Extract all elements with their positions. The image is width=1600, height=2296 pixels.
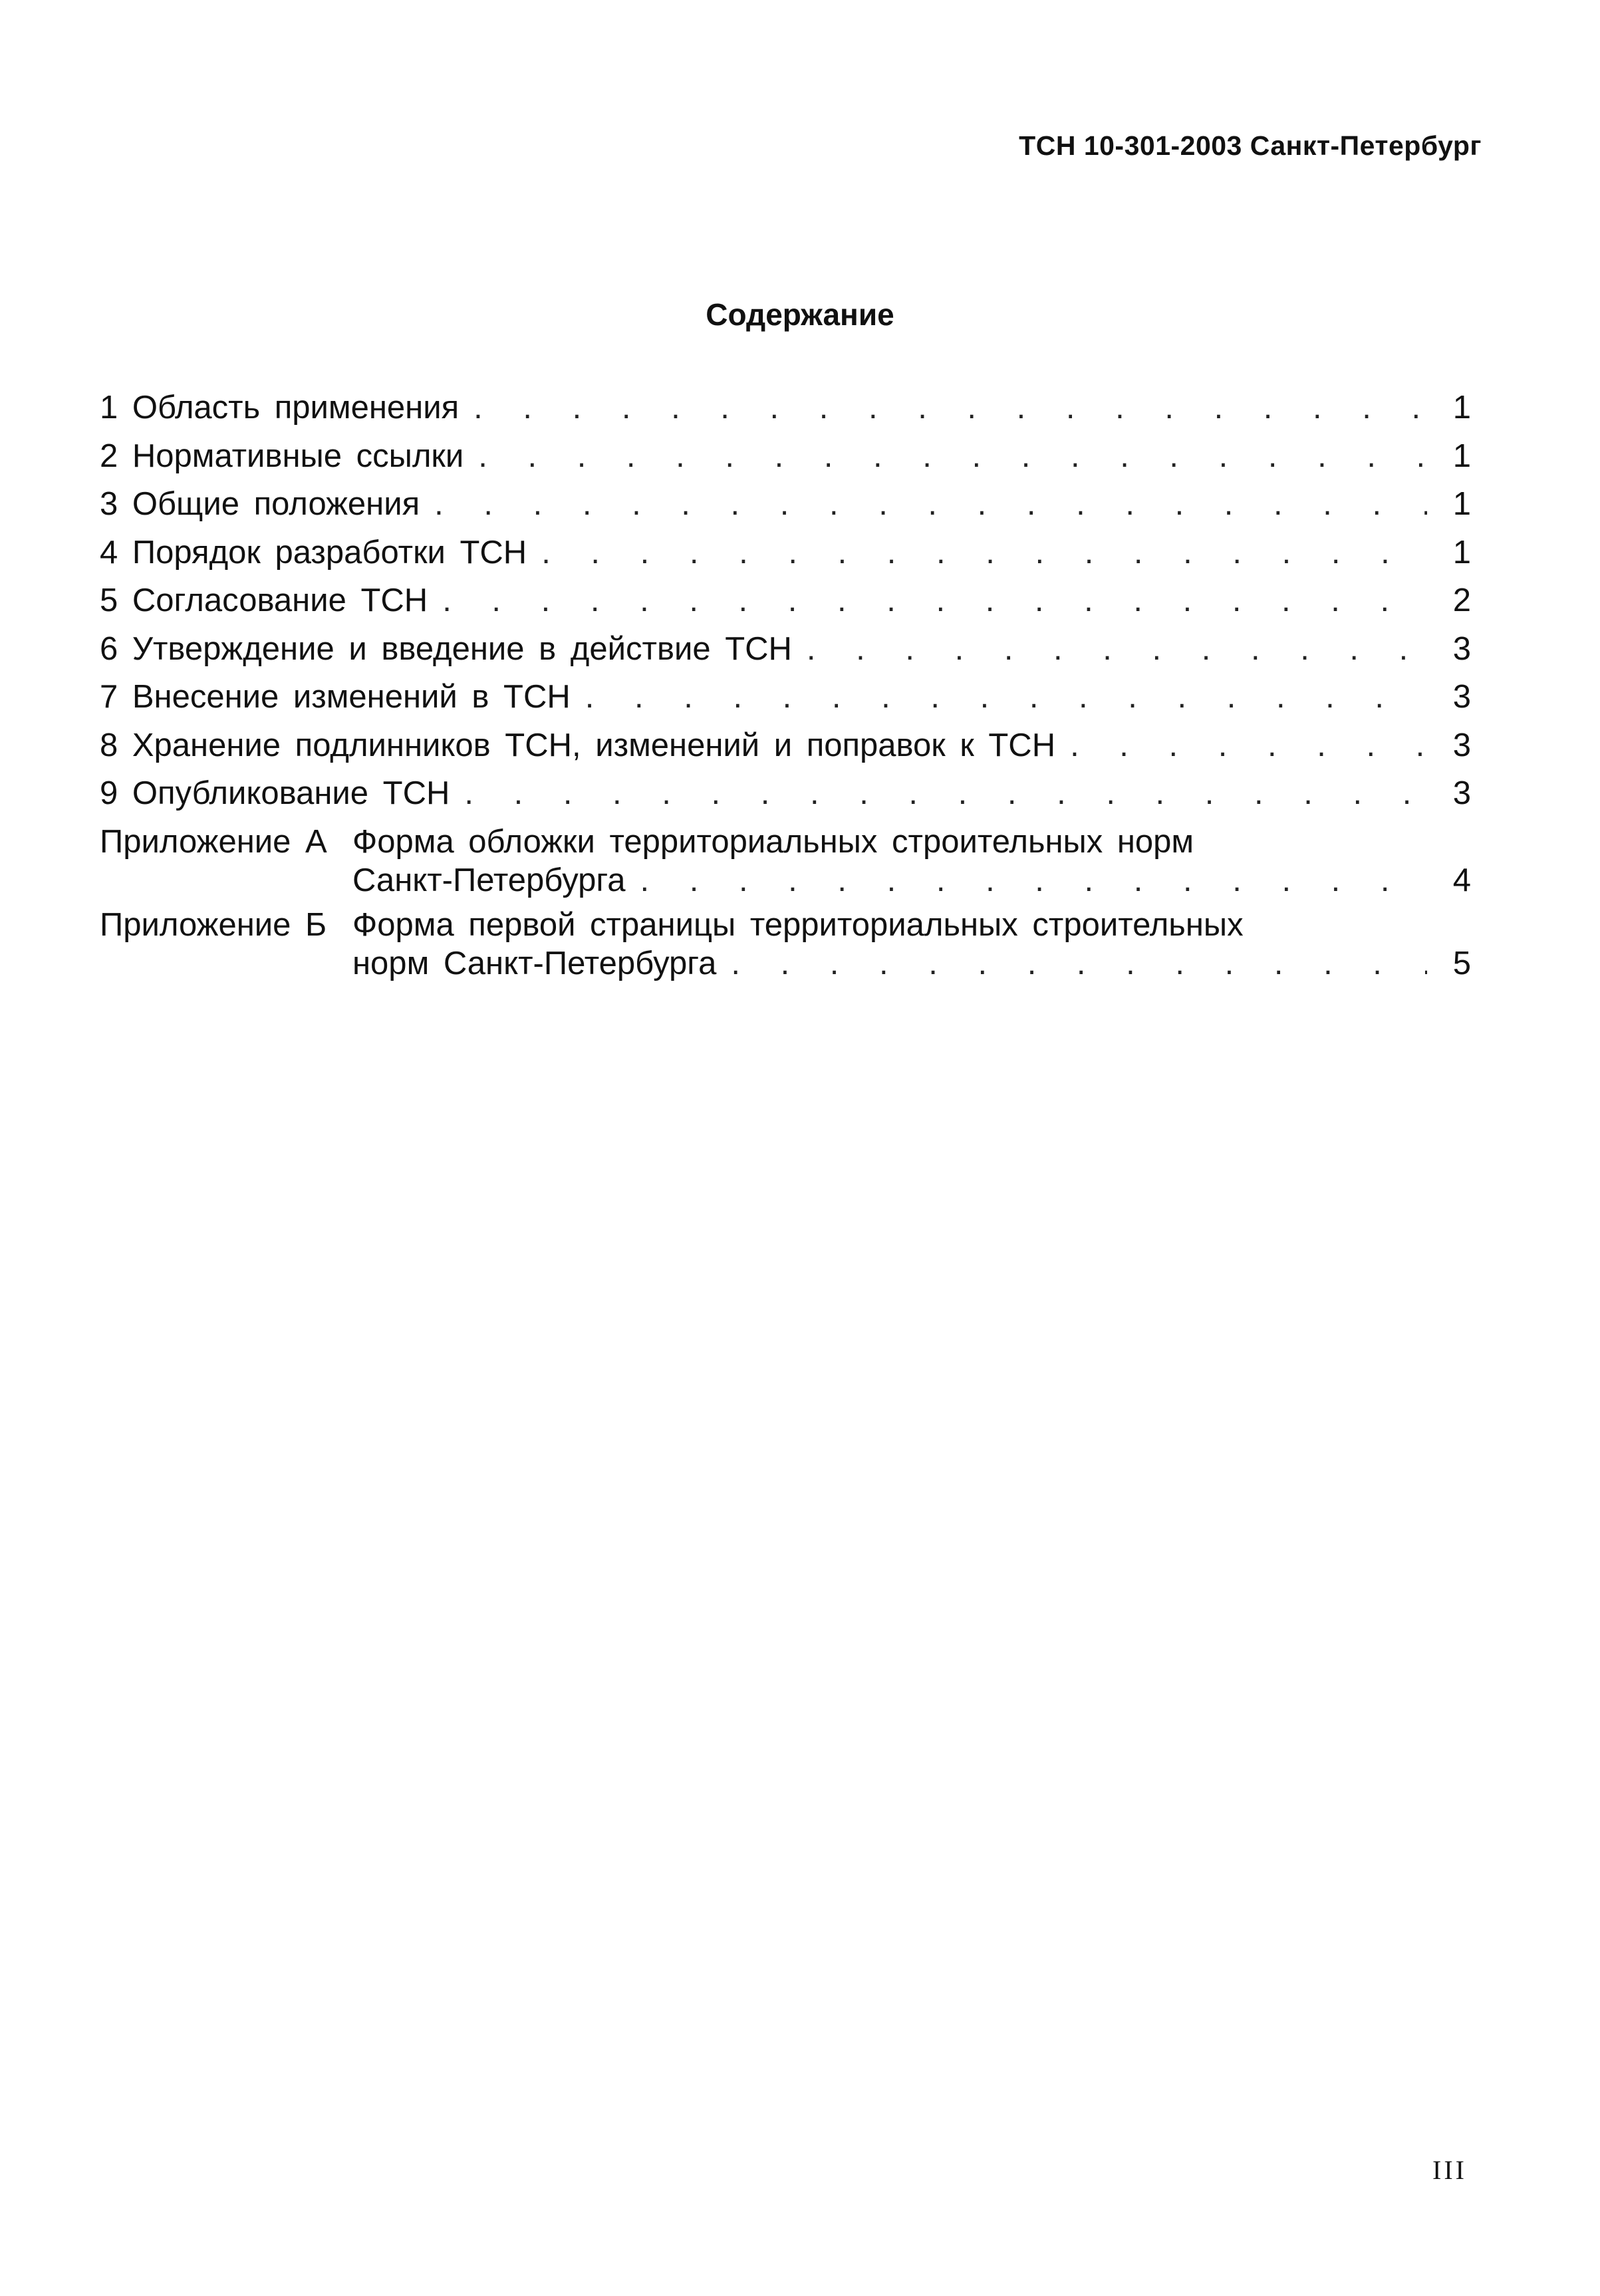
table-of-contents (100, 389, 1471, 989)
toc-entry (100, 678, 1471, 727)
toc-entry (100, 775, 1471, 823)
toc-entry-text: 7 Внесение изменений в ТСН (100, 679, 571, 715)
toc-entry-text: 5 Согласование ТСН (100, 582, 428, 618)
appendix-page: 4 (1452, 862, 1471, 898)
appendix-title-line1: Форма первой страницы территориальных строительных (352, 906, 1244, 943)
toc-entry-text: 9 Опубликование ТСН (100, 775, 450, 811)
toc-entry (100, 438, 1471, 486)
appendix-label: Приложение Б (100, 906, 327, 943)
toc-entry (100, 582, 1471, 630)
dot-leader (1070, 727, 1427, 764)
toc-entry-text: 8 Хранение подлинников ТСН, изменений и поправок к ТСН (100, 727, 1056, 763)
dot-leader (434, 485, 1427, 523)
dot-leader (640, 862, 1427, 899)
toc-entry-text: 2 Нормативные ссылки (100, 438, 464, 474)
dot-leader (541, 534, 1427, 571)
dot-leader (464, 775, 1427, 812)
toc-entry-page: 1 (1452, 390, 1471, 426)
dot-leader (731, 945, 1427, 982)
toc-entry-page: 1 (1452, 438, 1471, 474)
dot-leader (442, 582, 1427, 619)
page-title: Содержание (706, 297, 894, 332)
dot-leader (807, 630, 1427, 668)
appendix-title-line1: Форма обложки территориальных строительных норм (352, 823, 1194, 860)
document-header: ТСН 10-301-2003 Санкт-Петербург (1019, 130, 1482, 161)
dot-leader (478, 438, 1427, 475)
appendix-page: 5 (1452, 945, 1471, 981)
toc-entry-page: 3 (1452, 679, 1471, 715)
toc-entry-page: 3 (1452, 727, 1471, 763)
toc-entry-page: 1 (1452, 534, 1471, 571)
toc-entry (100, 389, 1471, 438)
page-number: III (1432, 2155, 1467, 2185)
appendix-title-line2: норм Санкт-Петербурга (352, 945, 717, 981)
dot-leader (473, 389, 1427, 426)
toc-entry-text: 6 Утверждение и введение в действие ТСН (100, 630, 792, 667)
toc-entry (100, 534, 1471, 582)
appendix-label: Приложение А (100, 823, 327, 860)
toc-entry-text: 1 Область применения (100, 390, 460, 426)
toc-entry-text: 4 Порядок разработки ТСН (100, 534, 527, 571)
appendix-title-line2: Санкт-Петербурга (352, 862, 626, 898)
dot-leader (585, 678, 1427, 715)
toc-entry-text: 3 Общие положения (100, 486, 420, 522)
toc-entry (100, 485, 1471, 534)
toc-appendix-entry (100, 823, 1471, 906)
toc-entry-page: 3 (1452, 775, 1471, 811)
toc-entry (100, 630, 1471, 679)
toc-entry-page: 2 (1452, 582, 1471, 618)
toc-appendix-entry (100, 906, 1471, 989)
toc-entry-page: 1 (1452, 486, 1471, 522)
toc-entry-page: 3 (1452, 630, 1471, 667)
toc-entry (100, 727, 1471, 775)
